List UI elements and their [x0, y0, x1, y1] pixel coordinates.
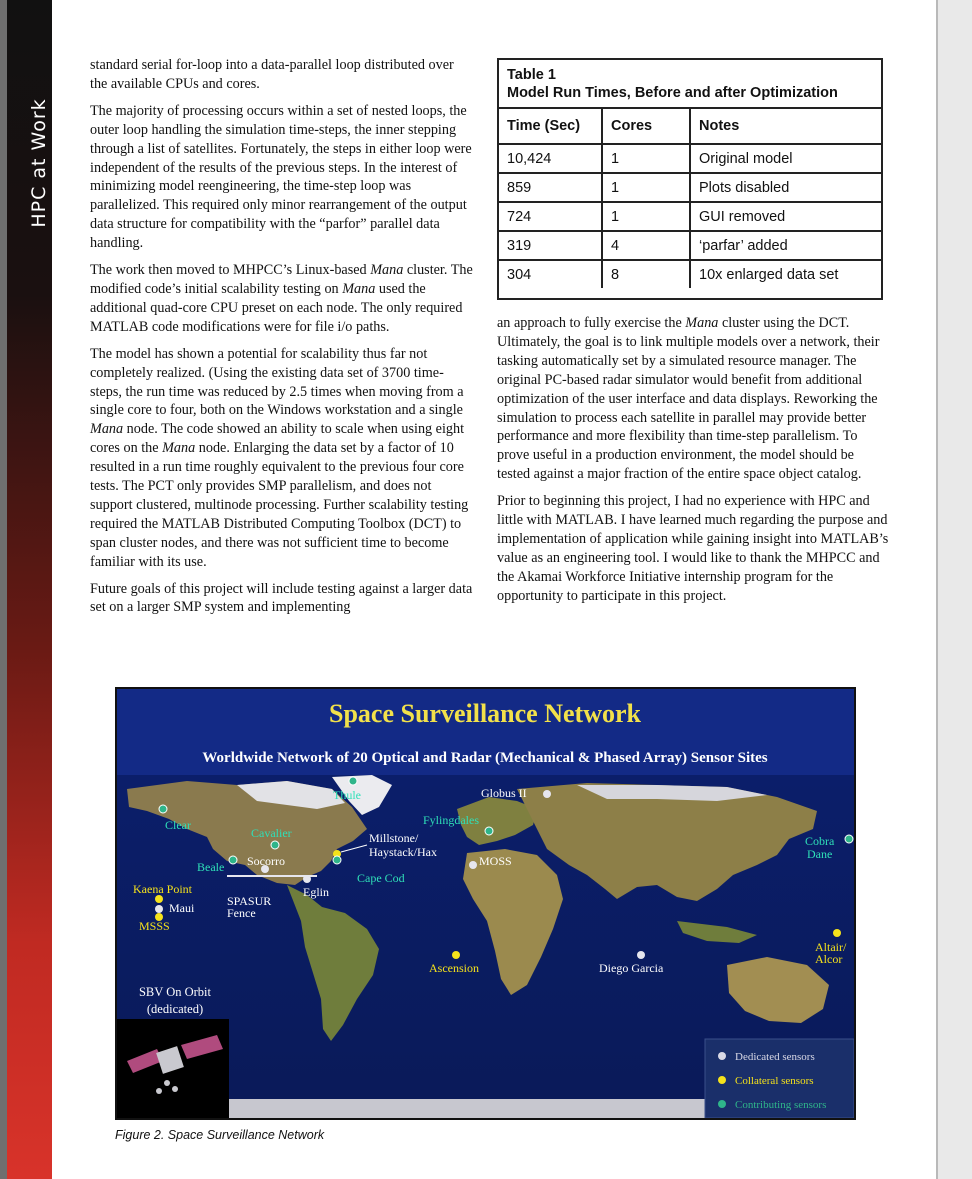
- site-label: Ascension: [429, 961, 479, 975]
- legend-swatch: [718, 1100, 726, 1108]
- table-cell: 724: [499, 202, 602, 231]
- site-marker: [271, 841, 279, 849]
- site-label: Cape Cod: [357, 871, 405, 885]
- sidebar-title: HPC at Work: [28, 98, 50, 228]
- site-label: Diego Garcia: [599, 961, 664, 975]
- table-row: [499, 231, 881, 260]
- site-label: Beale: [197, 860, 225, 874]
- satellite-icon: [117, 1019, 229, 1118]
- sbv-label: SBV On Orbit: [138, 985, 212, 999]
- right-column: [497, 314, 889, 614]
- paragraph: Future goals of this project will include testing against a larger data set on a larger SMP system and implementing: [90, 580, 473, 616]
- site-label: MOSS: [479, 854, 512, 868]
- paragraph: an approach to fully exercise the Mana cluster using the DCT. Ultimately, the goal is to link multiple models over a network, their tasking automatically set by a simulated resource manager. The original PC-based radar simulator would benefit from additional optimization of the user interface and data displays. Reworking the simulation to process each satellite in parallel may provide better performance and more flexibility than time-step parallelism. To prove useful in a production environment, the model should be tested against a major fraction of the entire space object catalog.: [497, 315, 880, 483]
- table-header-row: [499, 108, 881, 144]
- table-cell: 319: [499, 231, 602, 260]
- table-label: Table 1: [507, 67, 556, 83]
- figure-subtitle: Worldwide Network of 20 Optical and Radar (Mechanical & Phased Array) Sensor Sites: [202, 750, 768, 766]
- table-caption: [507, 66, 838, 102]
- site-label: Thule: [333, 788, 361, 802]
- left-column: [90, 56, 474, 625]
- table-row: [499, 202, 881, 231]
- site-marker: [349, 777, 357, 785]
- site-label: Cobra: [805, 834, 835, 848]
- page-right-edge: [936, 0, 972, 1179]
- site-label: Fylingdales: [423, 813, 479, 827]
- table-title: Model Run Times, Before and after Optimization: [507, 85, 838, 101]
- site-marker: [845, 835, 853, 843]
- table-cell: Original model: [690, 144, 881, 173]
- figure-caption: Figure 2. Space Surveillance Network: [115, 1128, 325, 1142]
- table-cell: 1: [602, 144, 690, 173]
- table-cell: 4: [602, 231, 690, 260]
- table-grid: [499, 107, 881, 288]
- table-cell: ‘parfar’ added: [690, 231, 881, 260]
- paragraph: The model has shown a potential for scalability thus far not completely realized. (Using the existing data set of 3700 time-steps, the run time was reduced by 2.5 times when moving from a single core to four, both on the Windows workstation and a single Mana node. The code showed an ability to scale when using eight cores on the Mana node. Enlarging the data set by a factor of 10 resulted in a run time roughly equivalent to the previous four core tests. The PCT only provides SMP parallelism, and does not support clustered, multinode processing. Further scalability testing required the MATLAB Distributed Computing Toolbox (DCT) to span cluster nodes, and there was not sufficient time to become familiar with its use.: [90, 345, 469, 570]
- sbv-label: (dedicated): [146, 1002, 204, 1016]
- run-times-table: [497, 58, 883, 300]
- site-marker: [833, 929, 841, 937]
- site-label: Cavalier: [251, 826, 292, 840]
- legend-label: Contributing sensors: [735, 1099, 827, 1111]
- table-cell: 10x enlarged data set: [690, 260, 881, 288]
- section-sidebar: [7, 0, 52, 1179]
- map-legend: [705, 1039, 854, 1118]
- site-label: Altair/: [815, 940, 847, 954]
- site-marker: [303, 875, 311, 883]
- site-marker: [229, 856, 237, 864]
- site-marker: [485, 827, 493, 835]
- paragraph: standard serial for-loop into a data-parallel loop distributed over the available CPUs and cores.: [90, 57, 454, 92]
- table-header: Notes: [690, 108, 881, 144]
- table-cell: Plots disabled: [690, 173, 881, 202]
- map-figure-svg: [117, 689, 854, 1118]
- legend-label: Collateral sensors: [735, 1075, 814, 1087]
- legend-label: Dedicated sensors: [735, 1051, 815, 1063]
- site-marker: [469, 861, 477, 869]
- site-label: Haystack/Hax: [369, 845, 437, 859]
- site-label: Alcor: [815, 952, 843, 966]
- site-marker: [452, 951, 460, 959]
- site-label: Dane: [807, 847, 833, 861]
- table-cell: 304: [499, 260, 602, 288]
- site-label: Maui: [169, 901, 195, 915]
- site-marker: [637, 951, 645, 959]
- site-marker: [333, 856, 341, 864]
- site-marker: [159, 805, 167, 813]
- site-label: Kaena Point: [133, 882, 192, 896]
- site-label: Socorro: [247, 854, 285, 868]
- site-marker: [155, 895, 163, 903]
- table-cell: 1: [602, 202, 690, 231]
- paragraph: Prior to beginning this project, I had no experience with HPC and little with MATLAB. I have learned much regarding the purpose and implementation of application while gaining insight into MATLAB’s value as an engineering tool. I would like to thank the MHPCC and the Akamai Workforce Initiative internship program for the opportunity to participate in this project.: [497, 493, 889, 604]
- legend-swatch: [718, 1052, 726, 1060]
- figure-title: Space Surveillance Network: [329, 699, 641, 728]
- site-label: Eglin: [303, 885, 329, 899]
- site-marker: [155, 905, 163, 913]
- paragraph: The work then moved to MHPCC’s Linux-based Mana cluster. The modified code’s initial scalability testing on Mana used the additional quad-core CPU preset on each node. The only required MATLAB code modifications were for file i/o paths.: [90, 262, 473, 335]
- paragraph: The majority of processing occurs within a set of nested loops, the outer loop handling the simulation time-steps, the inner stepping through a list of satellites. Fortunately, the steps in either loop were independent of the results of the previous steps. In the interest of minimizing model reengineering, the time-step loop was parallelized. This required only minor rearrangement of the output data structure for compatibility with the “parfor” parallel data handling.: [90, 102, 472, 252]
- site-label: Clear: [165, 818, 191, 832]
- space-surveillance-map: [115, 687, 856, 1120]
- site-label: Fence: [227, 906, 256, 920]
- table-cell: 1: [602, 173, 690, 202]
- table-row: [499, 144, 881, 173]
- site-label: Globus II: [481, 786, 527, 800]
- site-label: Millstone/: [369, 831, 419, 845]
- table-header: Time (Sec): [499, 108, 602, 144]
- table-cell: 10,424: [499, 144, 602, 173]
- site-marker: [543, 790, 551, 798]
- site-label: SPASUR: [227, 894, 272, 908]
- table-row: [499, 173, 881, 202]
- table-row: [499, 260, 881, 288]
- legend-swatch: [718, 1076, 726, 1084]
- table-header: Cores: [602, 108, 690, 144]
- site-label: MSSS: [139, 919, 170, 933]
- page-left-edge: [0, 0, 7, 1179]
- table-cell: GUI removed: [690, 202, 881, 231]
- table-cell: 859: [499, 173, 602, 202]
- table-cell: 8: [602, 260, 690, 288]
